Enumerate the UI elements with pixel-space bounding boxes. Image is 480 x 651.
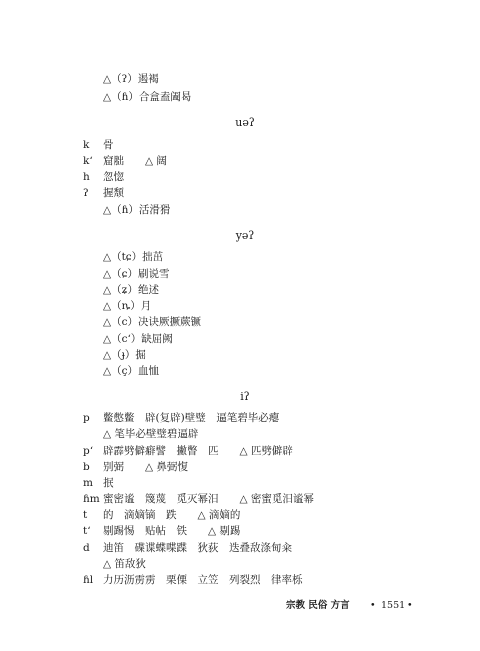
initial-kh: k‘ (83, 155, 93, 167)
initial-h: h (83, 171, 90, 183)
initial-hm: ɦm (83, 493, 100, 505)
line-h-group: △（ɦ）合盒盍阖曷 (103, 91, 192, 103)
line-q-group: △（ʔ）遏褐 (103, 73, 159, 85)
entry-b: 别弼 △ 鼻弼愎 (103, 461, 188, 473)
section-heading-uo: uəʔ (235, 116, 255, 129)
entry-th: 剔踢惕 贴帖 铁 △ 剔踢 (103, 525, 241, 537)
initial-m: m (83, 477, 93, 489)
footer-bullet-left: • (370, 600, 376, 611)
yo-line: △（ɟ）掘 (103, 349, 146, 361)
initial-p: p (83, 412, 90, 424)
footer-bullet-right: • (407, 600, 413, 611)
entry-k: 骨 (103, 139, 114, 151)
initial-t: t (83, 509, 88, 521)
footer-section-title: 宗教 民俗 方言 (286, 600, 350, 611)
entry-glottal: 握颓 (103, 187, 124, 199)
entry-m: 抿 (103, 477, 114, 489)
entry-hm: 蜜密谧 篾蔑 觅灭幂汨 △ 密蜜觅汨谧幂 (103, 493, 314, 505)
initial-k: k (83, 139, 90, 151)
initial-th: t‘ (83, 525, 91, 537)
yo-line: △（ç）血恤 (103, 365, 159, 377)
initial-b: b (83, 461, 90, 473)
section-heading-i: iʔ (240, 390, 250, 403)
entry-h: 忽惚 (103, 171, 124, 183)
yo-line: △（ȵ）月 (103, 300, 152, 312)
initial-hl: ɦl (83, 574, 94, 586)
initial-d: d (83, 542, 90, 554)
sub-entry-uo: △（ɦ）活滑猾 (103, 204, 171, 216)
entry-kh: 窟胐 △ 阔 (103, 155, 167, 167)
sub-entry-d: △ 笛敌狄 (103, 558, 146, 570)
yo-line: △（ɕ）刷说雪 (103, 268, 170, 280)
entry-ph: 辟霹劈僻癖譬 撇瞥 匹 △ 匹劈僻辟 (103, 445, 293, 457)
section-heading-yo: yəʔ (235, 229, 255, 242)
sub-entry-p: △ 笔毕必壁璧碧逼辟 (103, 428, 199, 440)
initial-glottal: ʔ (83, 187, 89, 199)
entry-d: 迪笛 碟谍蝶喋蹀 狄荻 迭叠敌涤甸籴 (103, 542, 292, 554)
page-number: 1551 (381, 600, 406, 611)
entry-hl: 力历沥雳雳 栗傈 立笠 列裂烈 律率栎 (103, 574, 303, 586)
initial-ph: p‘ (83, 445, 94, 457)
entry-t: 的 滴嫡镝 跌 △ 滴嫡的 (103, 509, 241, 521)
yo-line: △（ʑ）绝述 (103, 284, 159, 296)
yo-line: △（c‘）缺屈阙 (103, 333, 173, 345)
yo-line: △（c）决诀厥撅蕨镢 (103, 316, 201, 328)
entry-p: 鳖憋鳖 辟(复辟)壁璧 逼笔碧毕必瘪 (103, 412, 280, 424)
yo-line: △（tɕ）拙茁 (103, 251, 164, 263)
